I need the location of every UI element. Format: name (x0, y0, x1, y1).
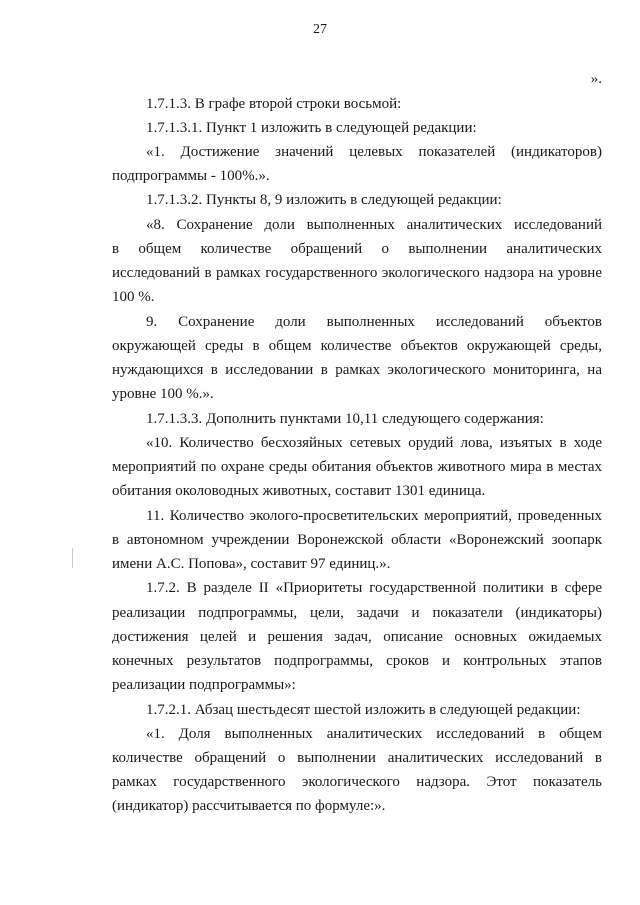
text-line: «1. Достижение значений целевых показателей (индикаторов) (146, 144, 602, 160)
scan-artifact (72, 548, 73, 568)
text-line: исследований в рамках государственного экологического надзора на уровне (112, 265, 602, 281)
text-line: количестве обращений о выполнении аналитических исследований в (112, 750, 602, 766)
text-line: ». (590, 71, 602, 87)
text-line: «10. Количество бесхозяйных сетевых орудий лова, изъятых в ходе (146, 435, 602, 451)
text-line: 1.7.1.3.3. Дополнить пунктами 10,11 следующего содержания: (146, 411, 544, 427)
text-line: 100 %. (112, 289, 155, 305)
text-line: 11. Количество эколого-просветительских мероприятий, проведенных (146, 508, 602, 524)
text-line: в автономном учреждении Воронежской области «Воронежский зоопарк (112, 532, 602, 548)
text-line: окружающей среды в общем количестве объектов окружающей среды, (112, 338, 602, 354)
text-line: 1.7.2. В разделе II «Приоритеты государственной политики в сфере (146, 580, 602, 596)
text-line: 1.7.2.1. Абзац шестьдесят шестой изложить в следующей редакции: (146, 702, 581, 718)
text-line: рамках государственного экологического надзора. Этот показатель (112, 774, 602, 790)
text-line: «8. Сохранение доли выполненных аналитических исследований (146, 217, 602, 233)
text-line: обитания околоводных животных, составит 1301 единица. (112, 483, 486, 499)
text-line: «1. Доля выполненных аналитических исследований в общем (146, 726, 602, 742)
text-line: (индикатор) рассчитывается по формуле:». (112, 798, 386, 814)
text-line: уровне 100 %.». (112, 386, 214, 402)
page-number: 27 (313, 22, 327, 37)
text-line: 1.7.1.3.1. Пункт 1 изложить в следующей редакции: (146, 120, 477, 136)
text-line: реализации подпрограммы, цели, задачи и показатели (индикаторы) (112, 605, 602, 621)
text-line: достижения целей и решения задач, описание основных ожидаемых (112, 629, 602, 645)
text-line: 1.7.1.3.2. Пункты 8, 9 изложить в следующей редакции: (146, 192, 502, 208)
text-line: конечных результатов подпрограммы, сроков и контрольных этапов (112, 653, 602, 669)
text-line: имени А.С. Попова», составит 97 единиц.». (112, 556, 391, 572)
text-line: подпрограммы - 100%.». (112, 168, 270, 184)
text-line: нуждающихся в исследовании в рамках экологического мониторинга, на (112, 362, 602, 378)
text-line: в общем количестве обращений о выполнении аналитических (112, 241, 602, 257)
text-line: мероприятий по охране среды обитания объектов животного мира в местах (112, 459, 602, 475)
text-line: реализации подпрограммы»: (112, 677, 296, 693)
text-line: 1.7.1.3. В графе второй строки восьмой: (146, 96, 402, 112)
text-line: 9. Сохранение доли выполненных исследований объектов (146, 314, 602, 330)
